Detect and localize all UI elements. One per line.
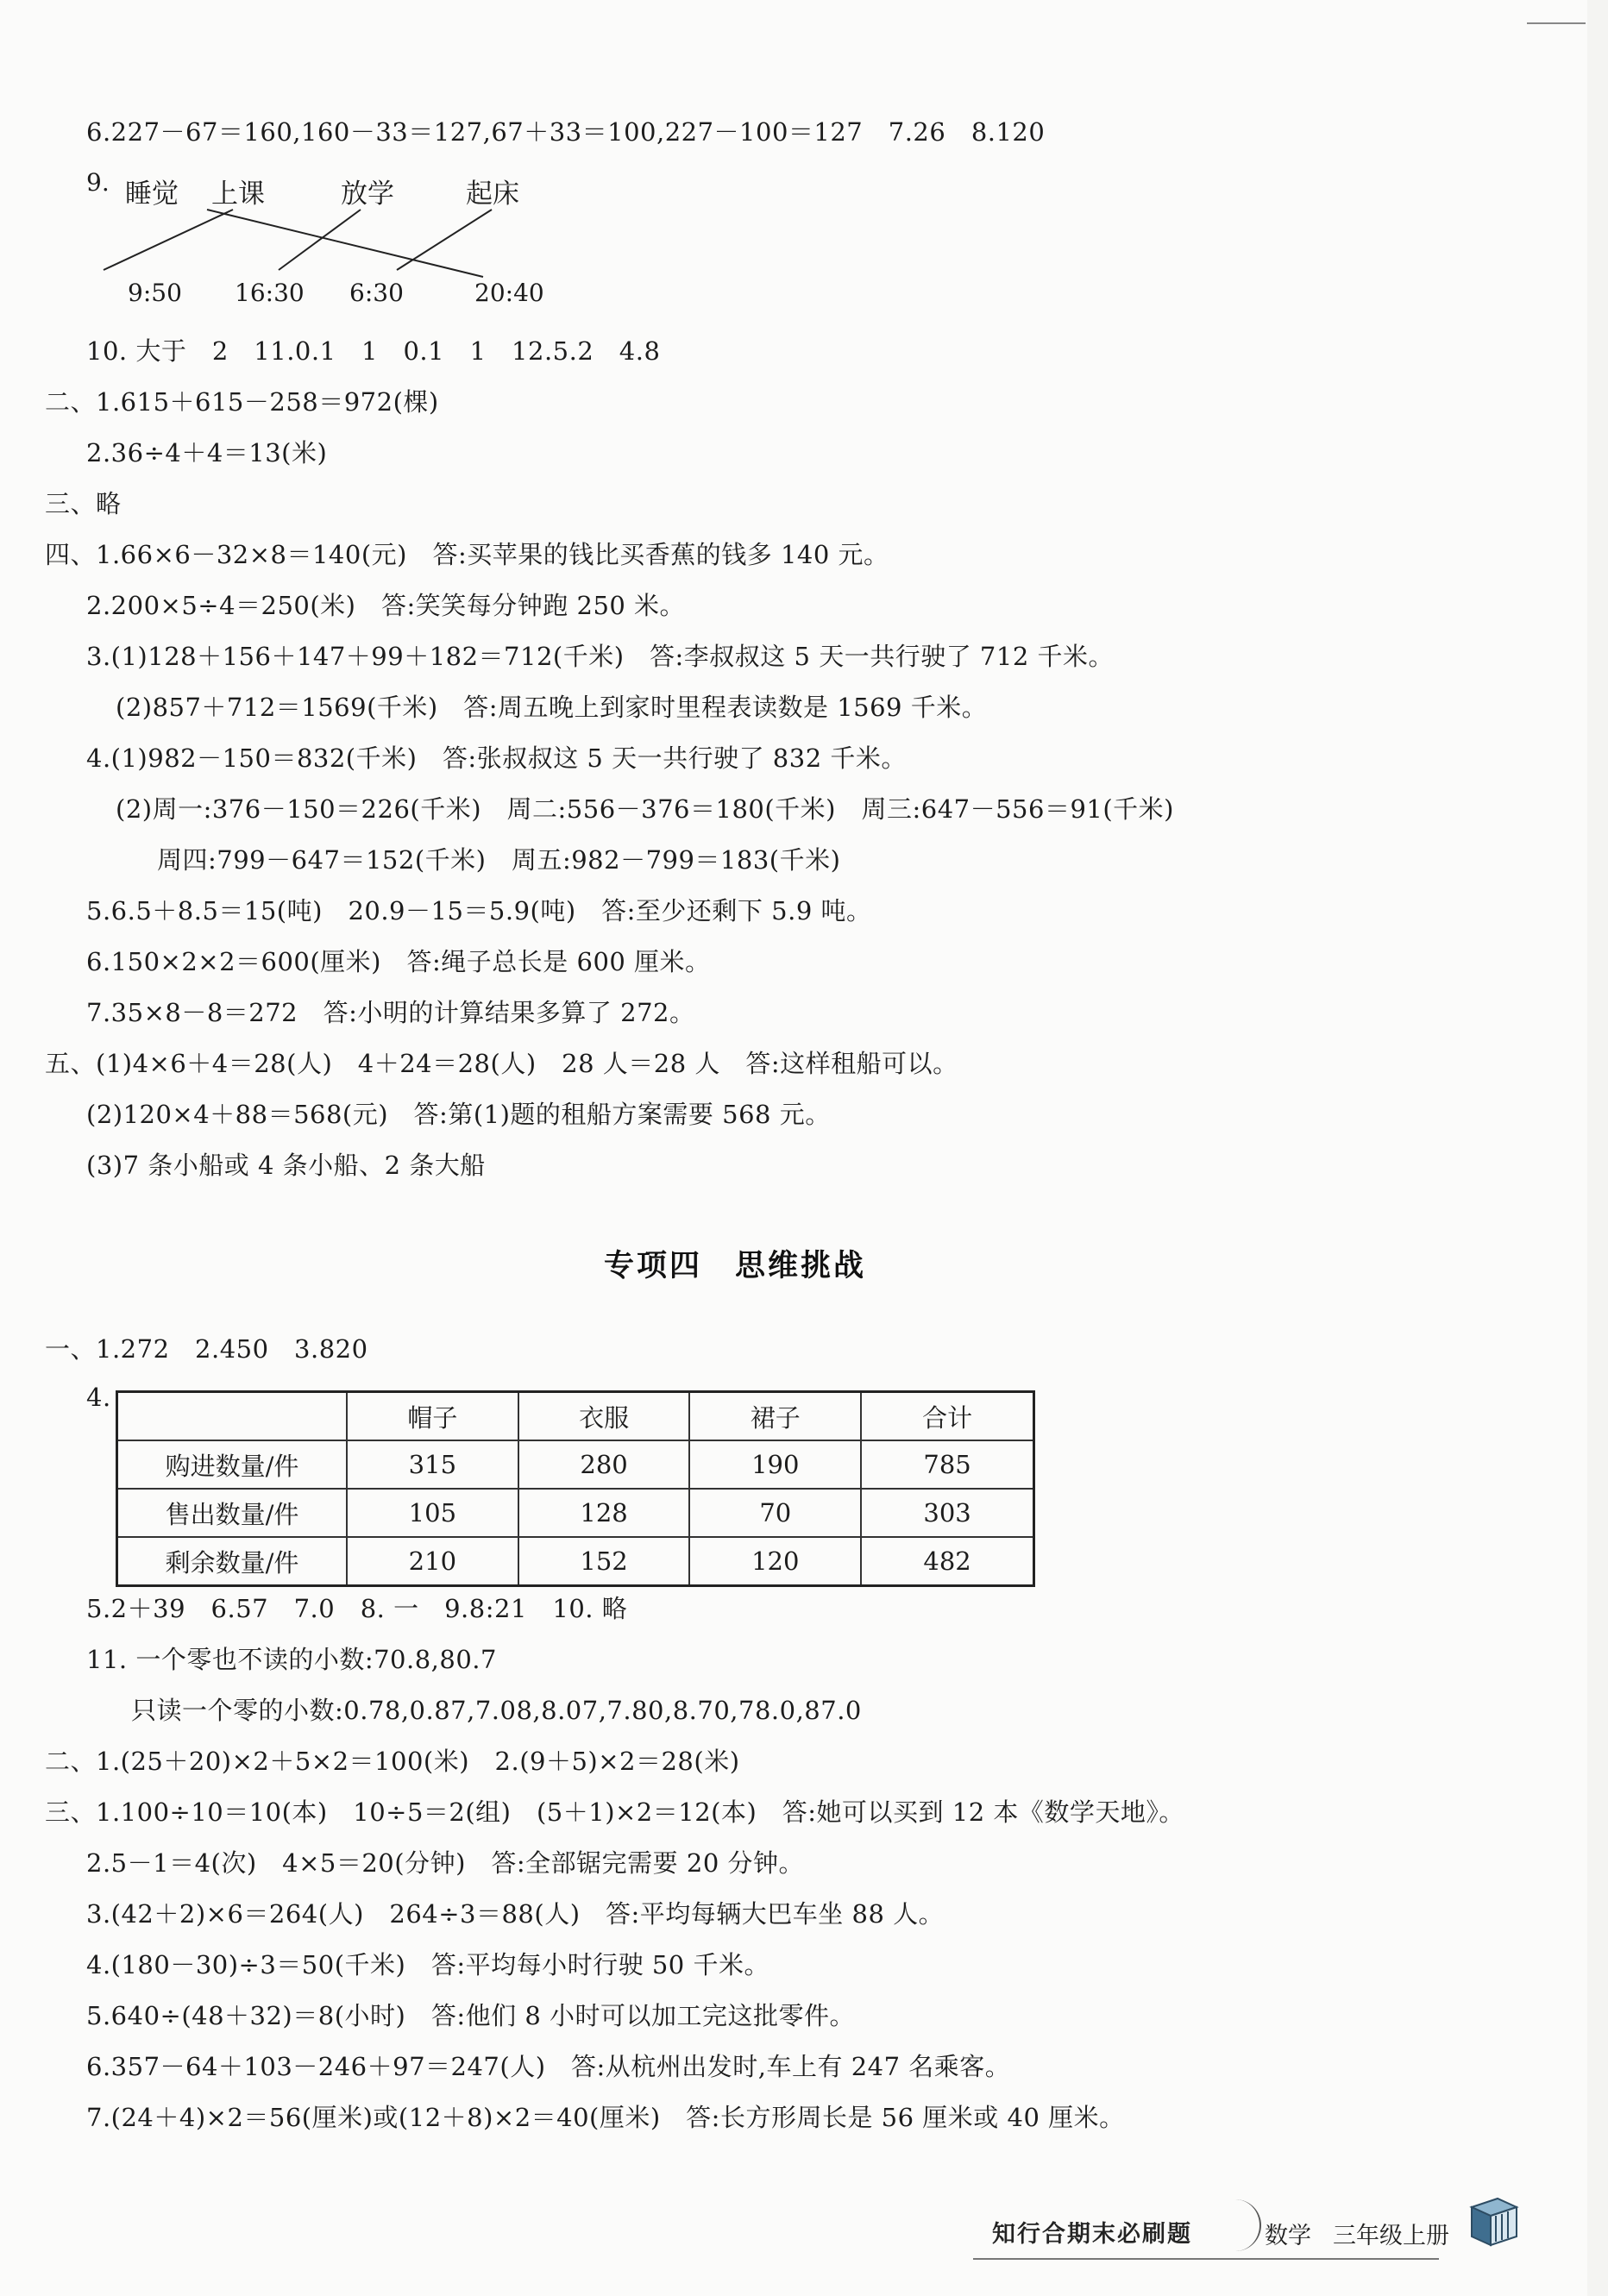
answer-line: 5.2＋39 6.57 7.0 8. 一 9.8:21 10. 略 bbox=[86, 1594, 628, 1623]
table-row bbox=[117, 1537, 1034, 1586]
table-cell: 128 bbox=[518, 1489, 690, 1537]
match-bottom-label: 6:30 bbox=[349, 279, 404, 307]
matching-diagram bbox=[86, 168, 604, 323]
answer-line: 6.150×2×2＝600(厘米) 答:绳子总长是 600 厘米。 bbox=[86, 947, 711, 976]
match-bottom-label: 9:50 bbox=[128, 279, 182, 307]
table-header: 衣服 bbox=[518, 1392, 690, 1441]
answer-line: (2)857＋712＝1569(千米) 答:周五晚上到家时里程表读数是 1569 千米。 bbox=[116, 693, 988, 722]
answer-line: (2)周一:376－150＝226(千米) 周二:556－376＝180(千米) 周三:647－556＝91(千米) bbox=[116, 794, 1174, 824]
match-line bbox=[397, 210, 492, 270]
table-header bbox=[117, 1392, 348, 1441]
table-row bbox=[117, 1489, 1034, 1537]
answer-line: 三、略 bbox=[45, 489, 122, 518]
answer-line: 4.(1)982－150＝832(千米) 答:张叔叔这 5 天一共行驶了 832 千米。 bbox=[86, 743, 907, 773]
answer-line: (2)120×4＋88＝568(元) 答:第(1)题的租船方案需要 568 元。 bbox=[86, 1100, 831, 1129]
match-bottom-label: 16:30 bbox=[235, 279, 305, 307]
match-top-label: 上课 bbox=[211, 179, 265, 210]
match-line bbox=[207, 210, 483, 277]
answer-line: 四、1.66×6－32×8＝140(元) 答:买苹果的钱比买香蕉的钱多 140 元。 bbox=[45, 540, 889, 569]
table-header: 帽子 bbox=[347, 1392, 518, 1441]
answer-line: 3.(42＋2)×6＝264(人) 264÷3＝88(人) 答:平均每辆大巴车坐 88 人。 bbox=[86, 1899, 945, 1929]
match-top-label: 起床 bbox=[466, 179, 519, 210]
answer-line: 6.227－67＝160,160－33＝127,67＋33＝100,227－100＝127 7.26 8.120 bbox=[86, 117, 1046, 147]
book-icon bbox=[1467, 2195, 1520, 2249]
table-cell: 482 bbox=[861, 1537, 1033, 1586]
footer-rule bbox=[973, 2258, 1439, 2260]
answer-line: 2.200×5÷4＝250(米) 答:笑笑每分钟跑 250 米。 bbox=[86, 591, 686, 620]
answer-line: 2.36÷4＋4＝13(米) bbox=[86, 438, 328, 467]
matching-number: 9. bbox=[86, 168, 110, 197]
table-header-row bbox=[117, 1392, 1034, 1441]
match-top-label: 睡觉 bbox=[125, 179, 179, 210]
match-line bbox=[279, 210, 361, 270]
answer-line: 2.5－1＝4(次) 4×5＝20(分钟) 答:全部锯完需要 20 分钟。 bbox=[86, 1848, 804, 1878]
answer-line: 11. 一个零也不读的小数:70.8,80.7 bbox=[86, 1645, 497, 1674]
table-cell: 120 bbox=[689, 1537, 861, 1586]
answer-line: 只读一个零的小数:0.78,0.87,7.08,8.07,7.80,8.70,78.0,87.0 bbox=[131, 1696, 862, 1725]
footer-grade: 三年级上册 bbox=[1333, 2223, 1449, 2249]
answer-line: 周四:799－647＝152(千米) 周五:982－799＝183(千米) bbox=[157, 845, 841, 875]
section-title: 专项四 思维挑战 bbox=[604, 1249, 867, 1283]
table-cell: 190 bbox=[689, 1440, 861, 1489]
table-cell: 70 bbox=[689, 1489, 861, 1537]
match-bottom-label: 20:40 bbox=[474, 279, 544, 307]
answer-line: 4.(180－30)÷3＝50(千米) 答:平均每小时行驶 50 千米。 bbox=[86, 1950, 769, 1979]
table-header: 裙子 bbox=[689, 1392, 861, 1441]
table-cell: 152 bbox=[518, 1537, 690, 1586]
row-label: 售出数量/件 bbox=[117, 1489, 348, 1537]
answer-line: 二、1.615＋615－258＝972(棵) bbox=[45, 387, 439, 417]
answer-line: 5.6.5＋8.5＝15(吨) 20.9－15＝5.9(吨) 答:至少还剩下 5.9 吨。 bbox=[86, 896, 872, 925]
answer-line: 三、1.100÷10＝10(本) 10÷5＝2(组) (5＋1)×2＝12(本) 答:她可以买到 12 本《数学天地》。 bbox=[45, 1797, 1184, 1827]
table-header: 合计 bbox=[861, 1392, 1033, 1441]
answer-line: 一、1.272 2.450 3.820 bbox=[45, 1334, 368, 1364]
row-label: 剩余数量/件 bbox=[117, 1537, 348, 1586]
stats-table bbox=[116, 1390, 1035, 1587]
answer-line: 7.35×8－8＝272 答:小明的计算结果多算了 272。 bbox=[86, 998, 695, 1027]
row-label: 购进数量/件 bbox=[117, 1440, 348, 1489]
answer-line: 6.357－64＋103－246＋97＝247(人) 答:从杭州出发时,车上有 247 名乘客。 bbox=[86, 2052, 1011, 2081]
footer-brand: 知行合期末必刷题 bbox=[992, 2221, 1192, 2248]
match-line bbox=[104, 210, 233, 270]
table-cell: 785 bbox=[861, 1440, 1033, 1489]
answer-line: 二、1.(25＋20)×2＋5×2＝100(米) 2.(9＋5)×2＝28(米) bbox=[45, 1747, 740, 1776]
table-cell: 303 bbox=[861, 1489, 1033, 1537]
top-rule bbox=[1527, 22, 1586, 24]
table-row bbox=[117, 1440, 1034, 1489]
answer-line: 五、(1)4×6＋4＝28(人) 4＋24＝28(人) 28 人＝28 人 答:这样租船可以。 bbox=[45, 1049, 958, 1078]
answer-line: 3.(1)128＋156＋147＋99＋182＝712(千米) 答:李叔叔这 5 天一共行驶了 712 千米。 bbox=[86, 642, 1114, 671]
answer-line: 7.(24＋4)×2＝56(厘米)或(12＋8)×2＝40(厘米) 答:长方形周长是 56 厘米或 40 厘米。 bbox=[86, 2103, 1125, 2132]
answer-line: 10. 大于 2 11.0.1 1 0.1 1 12.5.2 4.8 bbox=[86, 336, 661, 366]
footer-subject: 数学 bbox=[1265, 2223, 1311, 2249]
answer-line: 5.640÷(48＋32)＝8(小时) 答:他们 8 小时可以加工完这批零件。 bbox=[86, 2001, 855, 2030]
table-cell: 280 bbox=[518, 1440, 690, 1489]
answer-line: 4. bbox=[86, 1383, 111, 1412]
table-cell: 210 bbox=[347, 1537, 518, 1586]
match-top-label: 放学 bbox=[341, 179, 394, 210]
table-cell: 105 bbox=[347, 1489, 518, 1537]
answer-line: (3)7 条小船或 4 条小船、2 条大船 bbox=[86, 1151, 486, 1180]
table-cell: 315 bbox=[347, 1440, 518, 1489]
